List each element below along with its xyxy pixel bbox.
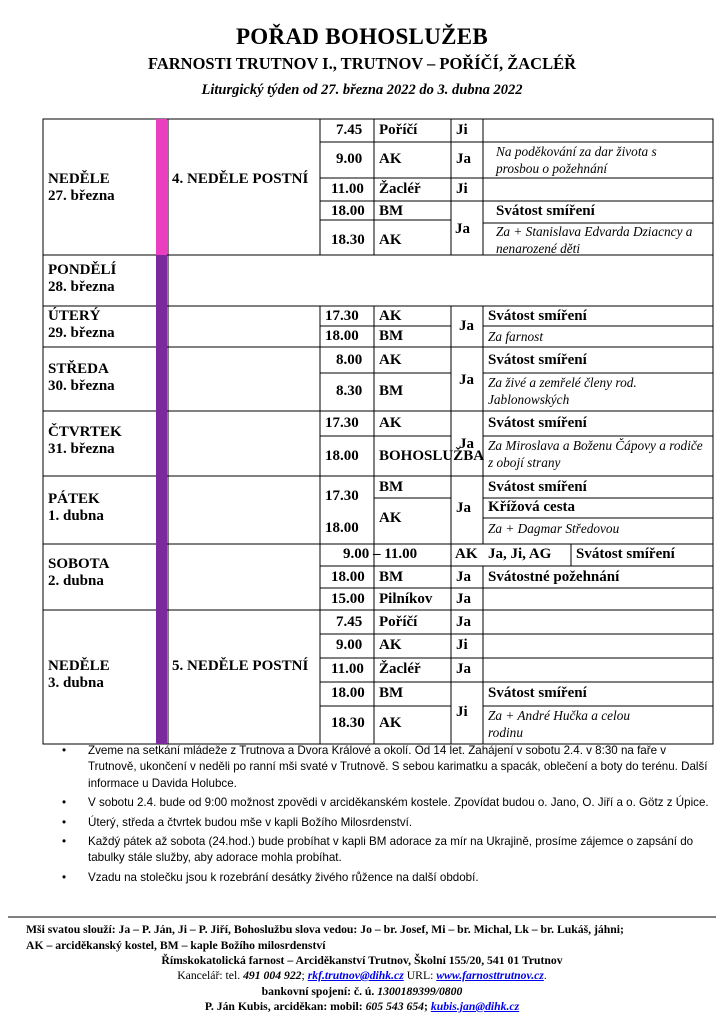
service-place: AK: [379, 232, 402, 248]
service-time: 18.30: [331, 232, 365, 248]
service-time: 18.00: [325, 520, 359, 536]
service-intention: Svátost smíření: [488, 352, 587, 368]
service-intention: Svátost smíření: [488, 685, 587, 701]
footer-office: Kancelář: tel. 491 004 922; rkf.trutnov@dihk.cz URL: www.farnosttrutnov.cz.: [177, 969, 547, 982]
bullet-icon: •: [62, 796, 67, 810]
day-label: PÁTEK 1. dubna: [48, 491, 104, 525]
service-intention: Svátost smíření: [488, 479, 587, 495]
service-place: AK: [379, 415, 402, 431]
service-time: 7.45: [336, 122, 363, 138]
service-place: BM: [379, 569, 404, 585]
day-label: PONDĚLÍ 28. března: [48, 262, 117, 296]
service-place: AK: [455, 546, 478, 562]
service-priest: Ja: [456, 661, 471, 677]
service-intention: Svátost smíření: [496, 203, 595, 219]
service-priest: Ja: [456, 614, 471, 630]
service-place: BM: [379, 328, 404, 344]
service-place: BM: [379, 203, 404, 219]
day-label: ČTVRTEK 31. března: [48, 424, 122, 458]
footer-bank: bankovní spojení: č. ú. 1300189399/0800: [261, 985, 463, 998]
day-label: NEDĚLE 27. března: [48, 171, 115, 205]
service-place: AK: [379, 352, 402, 368]
service-time: 18.30: [331, 715, 365, 731]
service-time: 17.30: [325, 308, 359, 324]
service-place: AK: [379, 151, 402, 167]
service-time: 7.45: [336, 614, 363, 630]
bullet-icon: •: [62, 870, 67, 884]
office-email-link[interactable]: rkf.trutnov@dihk.cz: [307, 969, 404, 982]
service-priest: Ja: [459, 436, 474, 452]
service-place: Žacléř: [379, 181, 421, 197]
announcement-item: • V sobotu 2.4. bude od 9:00 možnost zpovědi v arciděkanském kostele. Zpovídat budou o. Jano, O. Jiří a o. Götz z Úpice.: [62, 795, 712, 811]
service-time: 18.00: [331, 569, 365, 585]
page-title: POŘAD BOHOSLUŽEB: [235, 24, 489, 49]
service-priest: Ji: [456, 122, 468, 138]
service-priest: Ja, Ji, AG: [488, 546, 552, 562]
website-link[interactable]: www.farnosttrutnov.cz: [436, 969, 544, 982]
service-time: 9.00: [336, 151, 363, 167]
service-place: Žacléř: [379, 661, 421, 677]
service-time: 17.30: [325, 415, 359, 431]
day-label: ÚTERÝ 29. března: [48, 308, 115, 342]
service-time: 11.00: [331, 181, 364, 197]
service-priest: Ji: [456, 637, 468, 653]
service-time: 9.00 – 11.00: [343, 546, 418, 562]
service-place: BM: [379, 685, 404, 701]
service-place: AK: [379, 715, 402, 731]
announcement-item: • Každý pátek až sobota (24.hod.) bude probíhat v kapli BM adorace za mír na Ukrajině, prosíme zájemce o zapsání do tabulky stále služby, aby adorace mohla probíhat.: [62, 835, 694, 865]
service-intention: Za Miroslava a Boženu Čápovy a rodiče z obojí strany: [488, 438, 703, 471]
service-time: 17.30: [325, 488, 359, 504]
service-priest: Ji: [456, 181, 468, 197]
feast-label: 4. NEDĚLE POSTNÍ: [172, 171, 309, 187]
service-intention: Křížová cesta: [488, 499, 576, 515]
service-time: 18.00: [325, 328, 359, 344]
liturgical-week: Liturgický týden od 27. března 2022 do 3. dubna 2022: [201, 82, 523, 98]
service-time: 9.00: [336, 637, 363, 653]
service-priest: Ja: [456, 591, 471, 607]
service-intention: Svátost smíření: [488, 308, 587, 324]
service-intention: Za farnost: [488, 329, 544, 344]
service-intention: Za + Stanislava Edvarda Dziacncy a nenarozené děti: [496, 224, 693, 257]
day-label: SOBOTA 2. dubna: [48, 556, 110, 590]
office-phone: 491 004 922: [243, 969, 302, 982]
service-intention: Svátostné požehnání: [488, 569, 620, 585]
service-place: AK: [379, 308, 402, 324]
service-time: 18.00: [331, 203, 365, 219]
bullet-icon: •: [62, 835, 67, 849]
service-time: 15.00: [331, 591, 365, 607]
day-label: STŘEDA 30. března: [48, 361, 115, 395]
service-priest: Ja: [456, 500, 471, 516]
announcement-item: • Zveme na setkání mládeže z Trutnova a Dvora Králové a okolí. Od 14 let. Zahájení v sobotu 2.4. v 8:30 na faře v Trutnově, ukončení v neděli po ranní mši svaté v Trutnově. S sebou karimatku a spacák, oblečení a boty do terénu. Další informace u Davida Holubce.: [62, 744, 708, 790]
service-priest: Ja: [459, 372, 474, 388]
service-intention: Za živé a zemřelé členy rod. Jablonowských: [488, 375, 637, 408]
service-intention: Za + Dagmar Středovou: [488, 521, 620, 536]
service-intention: Na poděkování za dar života s prosbou o požehnání: [496, 144, 657, 177]
service-place: AK: [379, 510, 402, 526]
parish-subtitle: FARNOSTI TRUTNOV I., TRUTNOV – POŘÍČÍ, ŽACLÉŘ: [147, 54, 576, 73]
service-time: 11.00: [331, 661, 364, 677]
service-place: BM: [379, 383, 404, 399]
announcement-item: • Úterý, středa a čtvrtek budou mše v kapli Božího Milosrdenství.: [62, 815, 712, 831]
service-place: Poříčí: [379, 122, 418, 138]
bullet-icon: •: [62, 744, 67, 757]
feast-label: 5. NEDĚLE POSTNÍ: [172, 658, 309, 674]
service-intention: Svátost smíření: [576, 546, 675, 562]
service-place: Poříčí: [379, 614, 418, 630]
service-priest: Ja: [456, 569, 471, 585]
service-time: 18.00: [325, 448, 359, 464]
priest-email-link[interactable]: kubis.jan@dihk.cz: [430, 1000, 520, 1013]
service-intention: Za + André Hučka a celou rodinu: [488, 708, 631, 741]
service-priest: Ja: [456, 151, 471, 167]
announcement-item: • Vzadu na stolečku jsou k rozebrání desátky živého růžence na další období.: [62, 870, 712, 886]
service-place: BM: [379, 479, 404, 495]
service-priest: Ja: [459, 318, 474, 334]
service-place: BOHOSLUŽBA: [379, 448, 485, 464]
service-time: 18.00: [331, 685, 365, 701]
service-place: Pilníkov: [379, 591, 433, 607]
service-priest: Ji: [456, 704, 468, 720]
service-intention: Svátost smíření: [488, 415, 587, 431]
footer-celebrants: Mši svatou slouží: Ja – P. Ján, Ji – P. Jiří, Bohoslužbu slova vedou: Jo – br. Josef, Mi – br. Michal, Lk – br. Lukáš, jáhni; AK – arciděkanský kostel, BM – kaple Božího milosrdenství: [26, 923, 624, 952]
service-priest: Ja: [455, 221, 470, 237]
bullet-icon: •: [62, 815, 67, 829]
footer-parish: Římskokatolická farnost – Arciděkanství Trutnov, Školní 155/20, 541 01 Trutnov: [161, 954, 563, 967]
footer-priest-contact: P. Ján Kubis, arciděkan: mobil: 605 543 654; kubis.jan@dihk.cz: [204, 1000, 520, 1013]
service-time: 8.30: [336, 383, 363, 399]
day-label: NEDĚLE 3. dubna: [48, 658, 110, 692]
service-time: 8.00: [336, 352, 363, 368]
service-place: AK: [379, 637, 402, 653]
